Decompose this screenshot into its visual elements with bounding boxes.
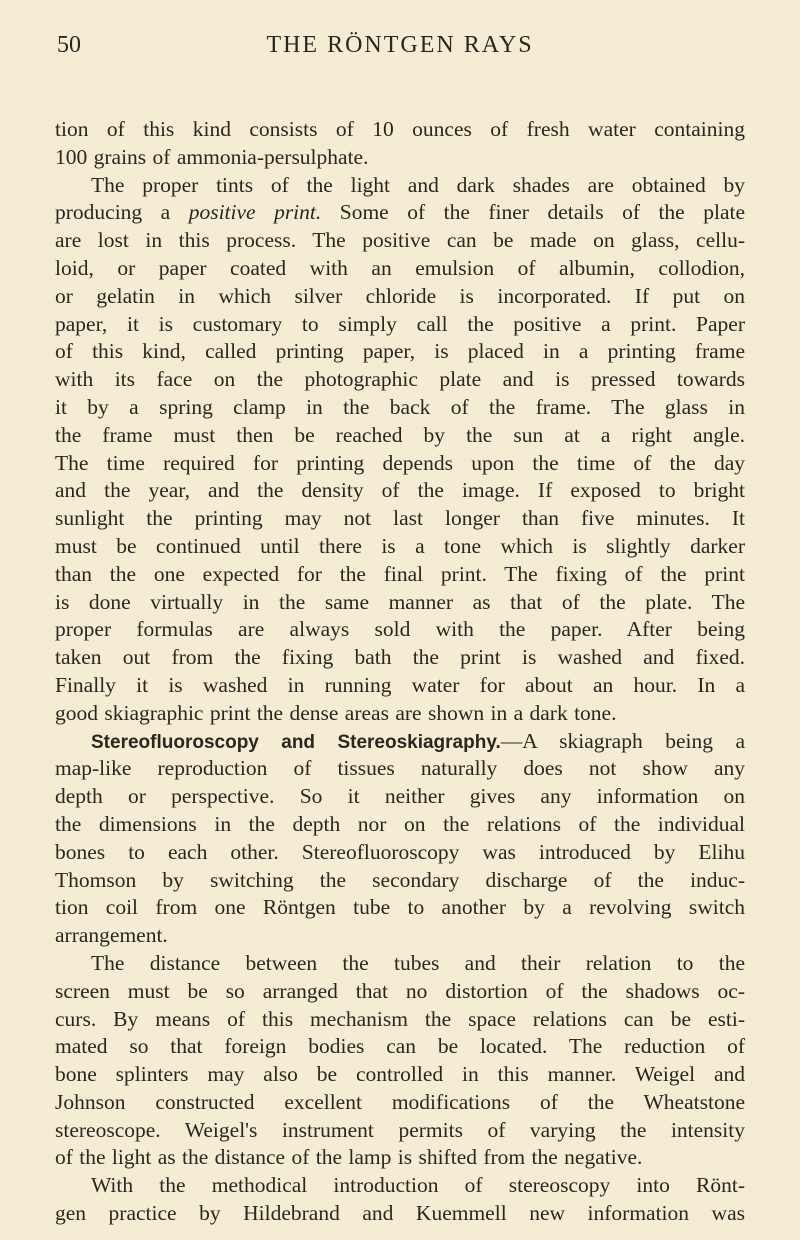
text-run: taken out from the fixing bath the print is washed and fixed. [55, 645, 745, 670]
text-run: and the year, and the density of the image. If exposed to bright [55, 478, 745, 503]
text-run: with its face on the photographic plate and is pressed towards [55, 367, 745, 392]
text-line [55, 728, 745, 756]
text-line [55, 1061, 745, 1089]
text-line [55, 477, 745, 505]
text-line [55, 311, 745, 339]
text-run: loid, or paper coated with an emulsion of albumin, collodion, [55, 255, 745, 280]
text-run: the frame must then be reached by the sun at a right angle. [55, 422, 745, 447]
running-title: THE RÖNTGEN RAYS [266, 32, 534, 58]
text-line [55, 505, 745, 533]
text-line [55, 394, 745, 422]
page-header [55, 32, 745, 64]
text-run: gen practice by Hildebrand and Kuemmell new information was [55, 1201, 745, 1226]
text-run: depth or perspective. So it neither gives any information on [55, 784, 745, 809]
text-line [55, 811, 745, 839]
text-line [55, 922, 745, 950]
text-run: it by a spring clamp in the back of the frame. The glass in [55, 394, 745, 419]
text-line [55, 450, 745, 478]
text-run: stereoscope. Weigel's instrument permits of varying the intensity [55, 1117, 745, 1142]
text-line [55, 144, 745, 172]
text-line [55, 783, 745, 811]
text-run: Johnson constructed excellent modifications of the Wheatstone [55, 1089, 745, 1114]
text-line [55, 199, 745, 227]
text-run: curs. By means of this mechanism the space relations can be esti- [55, 1006, 745, 1031]
text-run: bones to each other. Stereofluoroscopy was introduced by Elihu [55, 839, 745, 864]
text-run: than the one expected for the final print. The fixing of the print [55, 561, 745, 586]
text-run: paper, it is customary to simply call the positive a print. Paper [55, 311, 745, 336]
body-text [55, 116, 745, 1228]
text-line [55, 755, 745, 783]
text-run: tion of this kind consists of 10 ounces of fresh water containing [55, 117, 745, 141]
text-run: bone splinters may also be controlled in this manner. Weigel and [55, 1062, 745, 1087]
text-line [55, 839, 745, 867]
text-run: The distance between the tubes and their relation to the [91, 950, 745, 975]
text-line [55, 1089, 745, 1117]
text-line [55, 1172, 745, 1200]
text-line [55, 366, 745, 394]
text-line [55, 894, 745, 922]
text-line [55, 644, 745, 672]
text-run: of this kind, called printing paper, is placed in a printing frame [55, 339, 745, 364]
page-number: 50 [57, 32, 81, 58]
text-line [55, 867, 745, 895]
text-line [55, 422, 745, 450]
text-line [55, 1144, 745, 1172]
text-run: good skiagraphic print the dense areas are shown in a dark tone. [55, 700, 617, 725]
text-run: of the light as the distance of the lamp is shifted from the negative. [55, 1145, 643, 1170]
text-run: must be continued until there is a tone which is slightly darker [55, 533, 745, 558]
text-line [55, 227, 745, 255]
text-run: The proper tints of the light and dark shades are obtained by [91, 172, 745, 197]
text-run: or gelatin in which silver chloride is incorporated. If put on [55, 283, 745, 308]
text-line [55, 672, 745, 700]
text-run: 100 grains of ammonia-persulphate. [55, 144, 369, 169]
text-run: map-like reproduction of tissues naturally does not show any [55, 756, 745, 781]
text-line [55, 950, 745, 978]
text-line [55, 1033, 745, 1061]
text-line [55, 1006, 745, 1034]
text-line [55, 116, 745, 144]
text-line [55, 1117, 745, 1145]
text-line [55, 172, 745, 200]
text-run: sunlight the printing may not last longer than five minutes. It [55, 506, 745, 531]
text-run: screen must be so arranged that no distortion of the shadows oc- [55, 978, 745, 1003]
text-run: Finally it is washed in running water for about an hour. In a [55, 672, 745, 697]
text-run: are lost in this process. The positive can be made on glass, cellu- [55, 228, 745, 253]
text-line [55, 255, 745, 283]
text-run: The time required for printing depends upon the time of the day [55, 450, 745, 475]
text-line [55, 700, 745, 728]
text-line [55, 589, 745, 617]
text-line [55, 616, 745, 644]
text-run: arrangement. [55, 923, 168, 948]
text-run: tion coil from one Röntgen tube to another by a revolving switch [55, 895, 745, 920]
text-line [55, 533, 745, 561]
text-run: is done virtually in the same manner as that of the plate. The [55, 589, 745, 614]
text-run: Some of the finer details of the plate [321, 200, 746, 225]
text-line [55, 561, 745, 589]
text-run: producing a [55, 200, 189, 225]
section-heading: Stereofluoroscopy and Stereoskiagraphy. [91, 731, 501, 753]
text-run: proper formulas are always sold with the paper. After being [55, 617, 745, 642]
text-line [55, 1200, 745, 1228]
text-run: the dimensions in the depth nor on the relations of the individual [55, 811, 745, 836]
text-run: With the methodical introduction of stereoscopy into Rönt- [91, 1173, 745, 1198]
text-line [55, 338, 745, 366]
text-line [55, 283, 745, 311]
text-line [55, 978, 745, 1006]
text-run: Thomson by switching the secondary discharge of the induc- [55, 867, 745, 892]
text-run: mated so that foreign bodies can be located. The reduction of [55, 1034, 745, 1059]
italic-term: positive print. [188, 200, 322, 225]
text-run: —A skiagraph being a [500, 728, 745, 753]
